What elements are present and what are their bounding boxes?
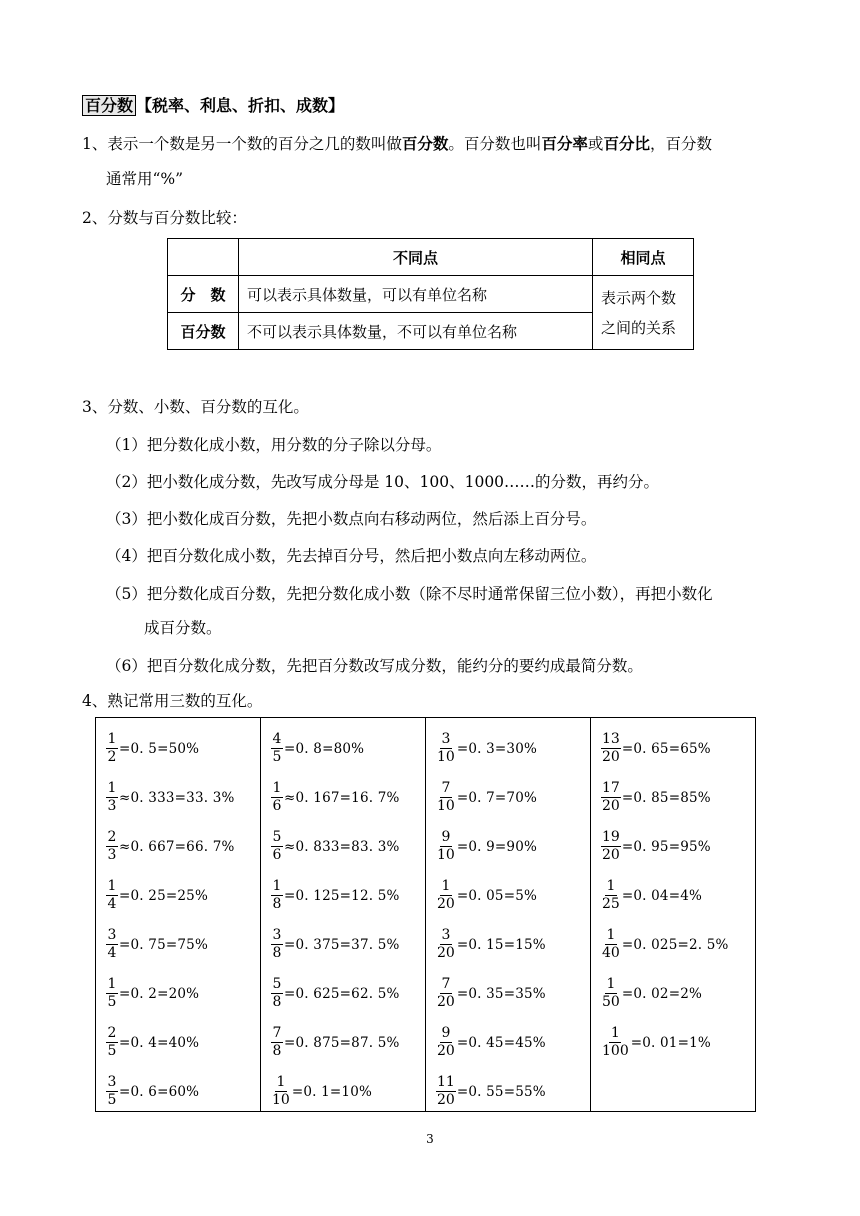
fraction <box>436 878 456 913</box>
denominator: 20 <box>437 1092 455 1108</box>
denominator: 3 <box>107 847 117 863</box>
term-percent-rate: 百分率 <box>541 135 588 153</box>
numerator: 1 <box>107 780 117 796</box>
fraction <box>271 1025 283 1060</box>
denominator: 20 <box>602 749 620 765</box>
denominator: 5 <box>107 1092 117 1108</box>
fraction <box>436 1074 456 1109</box>
conversion-item <box>601 969 755 1018</box>
numerator: 17 <box>602 780 620 796</box>
equivalents: =0. 375=37. 5% <box>284 936 400 953</box>
numerator: 1 <box>107 731 117 747</box>
numerator: 7 <box>441 976 451 992</box>
table-row <box>168 276 694 313</box>
numerator: 2 <box>107 829 117 845</box>
numerator: 1 <box>606 927 616 943</box>
conversion-item <box>271 724 425 773</box>
numerator: 2 <box>107 1025 117 1041</box>
denominator: 8 <box>272 1043 282 1059</box>
equivalents: =0. 9=90% <box>456 838 538 855</box>
fraction <box>106 927 118 962</box>
conversion-item <box>436 920 590 969</box>
equivalents: =0. 85=85% <box>621 789 711 806</box>
equivalents: =0. 125=12. 5% <box>284 887 400 904</box>
fraction <box>601 829 621 864</box>
equivalents: =0. 7=70% <box>456 789 538 806</box>
numerator: 3 <box>441 927 451 943</box>
para-1-text-a: 1、表示一个数是另一个数的百分之几的数叫做 <box>82 135 402 153</box>
equivalents: =0. 2=20% <box>119 985 200 1002</box>
conversion-item <box>106 822 260 871</box>
denominator: 4 <box>107 896 117 912</box>
denominator: 3 <box>107 798 117 814</box>
fraction <box>271 731 283 766</box>
equivalents: =0. 3=30% <box>456 740 538 757</box>
equivalents: ≈0. 167=16. 7% <box>284 789 400 806</box>
conversion-item <box>436 1018 590 1067</box>
equivalents: =0. 01=1% <box>630 1034 711 1051</box>
fraction <box>106 1074 118 1109</box>
rule-6: （6）把百分数化成分数，先把百分数改写成分数，能约分的要约成最简分数。 <box>106 657 643 675</box>
fraction <box>106 829 118 864</box>
numerator: 1 <box>107 878 117 894</box>
conversion-item <box>436 871 590 920</box>
equivalents: =0. 75=75% <box>119 936 208 953</box>
section-heading <box>82 93 344 116</box>
rule-2: （2）把小数化成分数，先改写成分母是 10、100、1000……的分数，再约分。 <box>106 473 660 491</box>
percent-difference: 不可以表示具体数量，不可以有单位名称 <box>239 313 593 350</box>
term-percentage: 百分比 <box>603 135 650 153</box>
numerator: 3 <box>107 927 117 943</box>
para-4: 4、熟记常用三数的互化。 <box>82 692 263 710</box>
denominator: 10 <box>437 798 455 814</box>
equivalents: =0. 025=2. 5% <box>621 936 729 953</box>
fraction <box>271 976 283 1011</box>
numerator: 1 <box>606 878 616 894</box>
conversion-item <box>271 871 425 920</box>
numerator: 5 <box>272 976 282 992</box>
para-1-text-c: 或 <box>587 135 604 153</box>
fraction <box>601 1025 630 1060</box>
conversion-item <box>106 724 260 773</box>
numerator: 1 <box>606 976 616 992</box>
numerator: 1 <box>107 976 117 992</box>
denominator: 20 <box>602 798 620 814</box>
similarity-line-1: 表示两个数 <box>601 288 677 307</box>
fraction <box>271 878 283 913</box>
denominator: 2 <box>107 749 117 765</box>
fraction <box>436 976 456 1011</box>
conversion-item <box>436 773 590 822</box>
denominator: 25 <box>602 896 620 912</box>
denominator: 5 <box>107 994 117 1010</box>
row-head-fraction: 分 数 <box>168 276 239 313</box>
fraction <box>271 927 283 962</box>
equivalents: =0. 875=87. 5% <box>284 1034 400 1051</box>
numerator: 9 <box>441 1025 451 1041</box>
conversion-column <box>590 718 755 1111</box>
fraction <box>106 731 118 766</box>
conversion-item <box>601 1018 755 1067</box>
conversion-item <box>436 822 590 871</box>
similarity-line-2: 之间的关系 <box>601 318 677 337</box>
numerator: 3 <box>107 1074 117 1090</box>
equivalents: =0. 8=80% <box>284 740 365 757</box>
equivalents: =0. 05=5% <box>456 887 538 904</box>
shared-similarity <box>593 276 694 350</box>
header-differences: 不同点 <box>239 239 593 276</box>
fraction <box>436 1025 456 1060</box>
denominator: 20 <box>437 896 455 912</box>
heading-boxed-title: 百分数 <box>82 95 136 116</box>
conversion-item <box>601 920 755 969</box>
heading-subtopics: 【税率、利息、折扣、成数】 <box>136 96 345 115</box>
numerator: 7 <box>272 1025 282 1041</box>
conversion-item <box>106 773 260 822</box>
conversion-item <box>271 822 425 871</box>
conversion-item <box>271 969 425 1018</box>
conversion-item <box>271 920 425 969</box>
numerator: 3 <box>441 731 451 747</box>
row-head-percent: 百分数 <box>168 313 239 350</box>
numerator: 19 <box>602 829 620 845</box>
fraction <box>436 927 456 962</box>
equivalents: ≈0. 333=33. 3% <box>119 789 235 806</box>
conversion-item <box>436 1067 590 1116</box>
equivalents: =0. 04=4% <box>621 887 703 904</box>
equivalents: =0. 55=55% <box>456 1083 546 1100</box>
numerator: 1 <box>276 1074 286 1090</box>
para-2: 2、分数与百分数比较： <box>82 209 247 227</box>
denominator: 8 <box>272 994 282 1010</box>
fraction <box>436 829 456 864</box>
conversion-item <box>436 724 590 773</box>
conversion-column <box>425 718 590 1111</box>
equivalents: =0. 65=65% <box>621 740 711 757</box>
conversion-item <box>601 822 755 871</box>
para-1-text-d: ，百分数 <box>649 135 712 153</box>
denominator: 20 <box>602 847 620 863</box>
conversion-item <box>106 1067 260 1116</box>
denominator: 20 <box>437 994 455 1010</box>
para-3-title: 3、分数、小数、百分数的互化。 <box>82 398 309 416</box>
fraction <box>601 927 621 962</box>
conversion-item <box>271 1067 425 1116</box>
conversion-item <box>601 773 755 822</box>
fraction <box>106 1025 118 1060</box>
numerator: 11 <box>437 1074 455 1090</box>
page-number: 3 <box>426 1132 434 1146</box>
equivalents: =0. 6=60% <box>119 1083 200 1100</box>
conversion-item <box>106 920 260 969</box>
rule-4: （4）把百分数化成小数，先去掉百分号，然后把小数点向左移动两位。 <box>106 547 597 565</box>
conversion-grid <box>95 717 756 1112</box>
denominator: 100 <box>602 1043 629 1059</box>
rule-5-line-2: 成百分数。 <box>144 619 222 637</box>
equivalents: =0. 625=62. 5% <box>284 985 400 1002</box>
term-percent: 百分数 <box>401 135 449 153</box>
equivalents: =0. 1=10% <box>291 1083 373 1100</box>
header-similarities: 相同点 <box>593 239 694 276</box>
comparison-table <box>167 238 694 350</box>
conversion-column <box>96 718 260 1111</box>
denominator: 50 <box>602 994 620 1010</box>
numerator: 7 <box>441 780 451 796</box>
numerator: 1 <box>272 878 282 894</box>
fraction <box>601 780 621 815</box>
denominator: 5 <box>272 749 282 765</box>
fraction <box>436 731 456 766</box>
fraction <box>271 829 283 864</box>
conversion-item <box>106 871 260 920</box>
fraction <box>106 780 118 815</box>
denominator: 20 <box>437 1043 455 1059</box>
conversion-item <box>271 773 425 822</box>
denominator: 8 <box>272 896 282 912</box>
fraction <box>436 780 456 815</box>
denominator: 5 <box>107 1043 117 1059</box>
numerator: 1 <box>610 1025 620 1041</box>
equivalents: =0. 5=50% <box>119 740 200 757</box>
equivalents: =0. 35=35% <box>456 985 546 1002</box>
conversion-item <box>601 724 755 773</box>
denominator: 40 <box>602 945 620 961</box>
table-corner-cell <box>168 239 239 276</box>
conversion-item <box>106 969 260 1018</box>
conversion-item <box>271 1018 425 1067</box>
fraction <box>271 1074 291 1109</box>
denominator: 10 <box>437 847 455 863</box>
numerator: 3 <box>272 927 282 943</box>
equivalents: ≈0. 667=66. 7% <box>119 838 235 855</box>
conversion-item <box>106 1018 260 1067</box>
rule-1: （1）把分数化成小数，用分数的分子除以分母。 <box>106 436 442 454</box>
equivalents: =0. 45=45% <box>456 1034 546 1051</box>
fraction <box>601 976 621 1011</box>
denominator: 6 <box>272 798 282 814</box>
fraction <box>106 878 118 913</box>
fraction-difference: 可以表示具体数量，可以有单位名称 <box>239 276 593 313</box>
fraction <box>601 731 621 766</box>
fraction <box>106 976 118 1011</box>
equivalents: =0. 15=15% <box>456 936 546 953</box>
denominator: 4 <box>107 945 117 961</box>
equivalents: =0. 25=25% <box>119 887 208 904</box>
denominator: 8 <box>272 945 282 961</box>
para-1-line-2: 通常用“%” <box>106 170 184 188</box>
equivalents: ≈0. 833=83. 3% <box>284 838 400 855</box>
denominator: 6 <box>272 847 282 863</box>
para-1-line-1 <box>82 133 712 155</box>
denominator: 10 <box>272 1092 290 1108</box>
table-row <box>168 239 694 276</box>
numerator: 13 <box>602 731 620 747</box>
conversion-item <box>436 969 590 1018</box>
fraction <box>601 878 621 913</box>
conversion-column <box>260 718 425 1111</box>
equivalents: =0. 02=2% <box>621 985 703 1002</box>
denominator: 20 <box>437 945 455 961</box>
rule-5-line-1: （5）把分数化成百分数，先把分数化成小数（除不尽时通常保留三位小数），再把小数化 <box>106 585 713 603</box>
numerator: 9 <box>441 829 451 845</box>
equivalents: =0. 4=40% <box>119 1034 200 1051</box>
denominator: 10 <box>437 749 455 765</box>
numerator: 1 <box>441 878 451 894</box>
equivalents: =0. 95=95% <box>621 838 711 855</box>
numerator: 5 <box>272 829 282 845</box>
numerator: 1 <box>272 780 282 796</box>
conversion-item <box>601 871 755 920</box>
para-1-text-b: 。百分数也叫 <box>448 135 542 153</box>
fraction <box>271 780 283 815</box>
numerator: 4 <box>272 731 282 747</box>
rule-3: （3）把小数化成百分数，先把小数点向右移动两位，然后添上百分号。 <box>106 510 597 528</box>
